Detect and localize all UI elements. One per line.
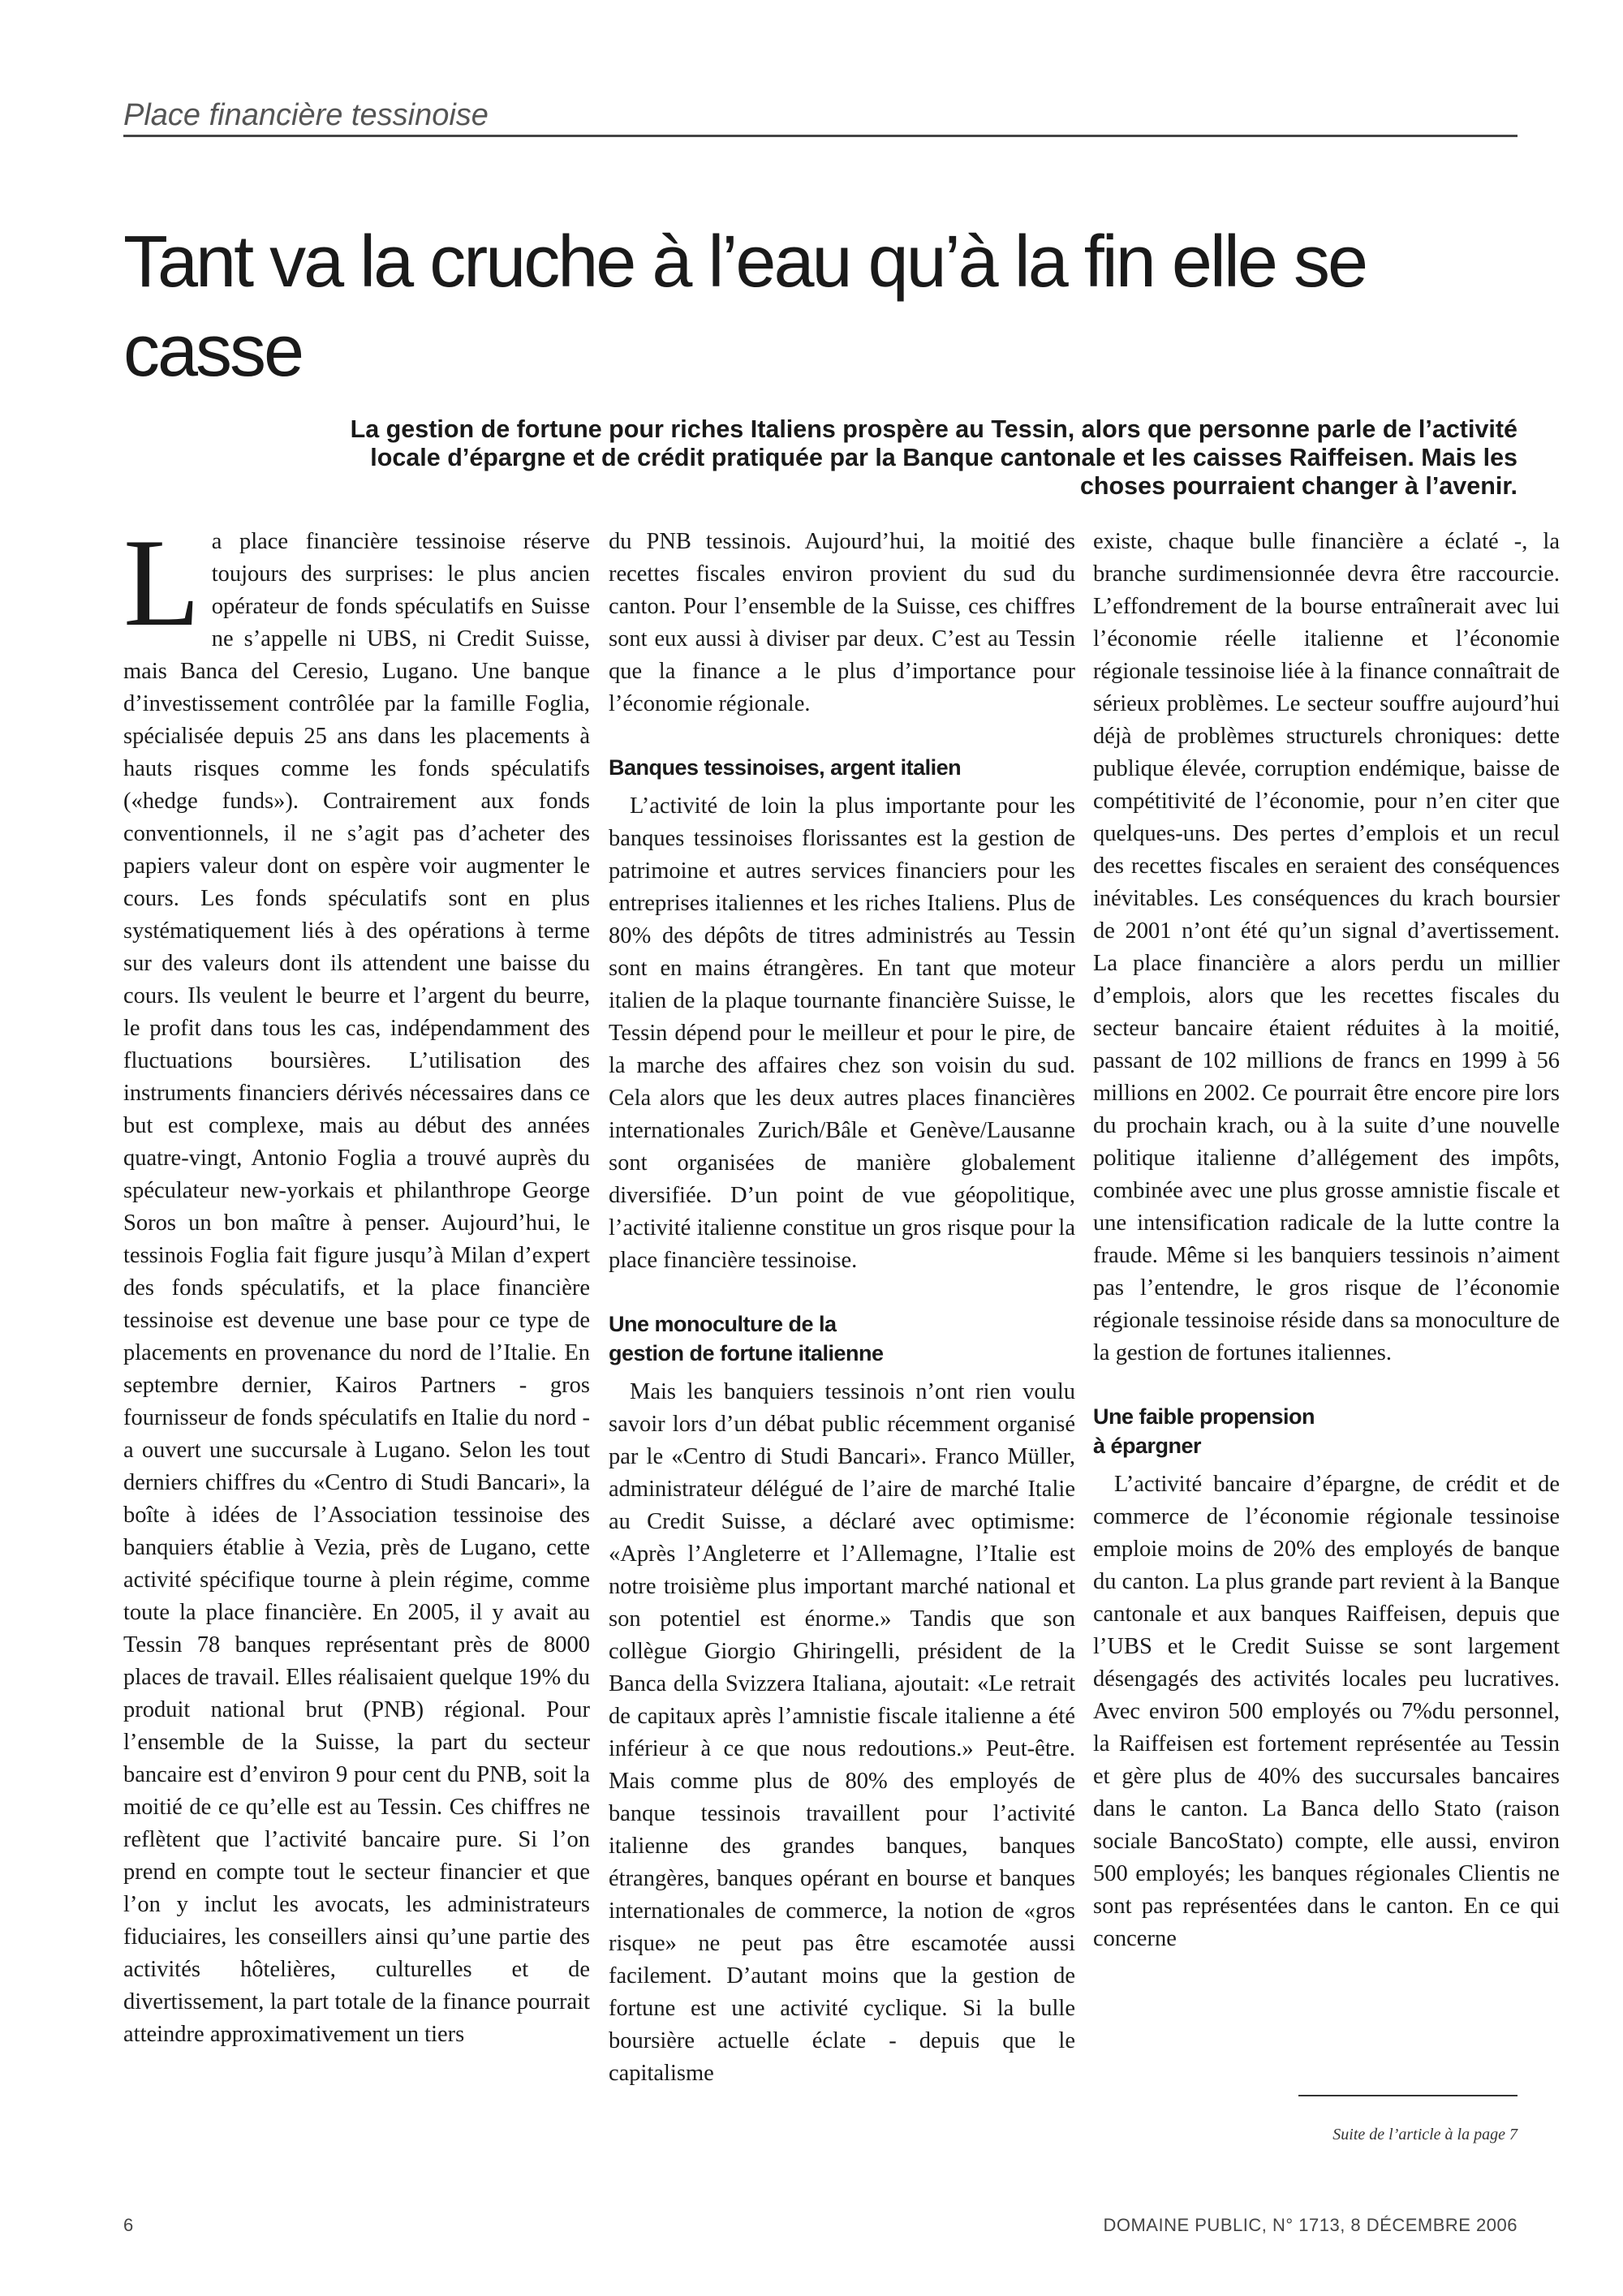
column-3-paragraph-2: L’activité bancaire d’épargne, de crédit et de commerce de l’économie régionale tessinoise emploie moins de 20% des employés de banque du canton. La plus grande part revient à la Banque cantonale et aux banques Raiffeisen, depuis que l’UBS et le Credit Suisse se sont largement désengagés des activités locales peu lucratives. Avec environ 500 employés ou 7%du personnel, la Raiffeisen est fortement représentée au Tessin et gère plus de 40% des succursales bancaires dans le canton. La Banca dello Stato (raison sociale BancoStato) compte, elle aussi, environ 500 employés; les banques régionales Clientis ne sont pas représentées dans le canton. En ce qui concerne <box>1093 1472 1560 1951</box>
page-number: 6 <box>123 2215 134 2235</box>
subheading-monoculture-line-2: gestion de fortune italienne <box>609 1341 884 1365</box>
column-2-paragraph-3: Mais les banquiers tessinois n’ont rien voulu savoir lors d’un débat public récemment organisé par le «Centro di Studi Bancari». Franco Müller, administrateur délégué de l’aire de marché Italie au Credit Suisse, a déclaré avec optimisme: «Après l’Angleterre et l’Allemagne, l’Italie est notre troisième plus important marché national et son potentiel est énorme.» Tandis que son collègue Giorgio Ghiringelli, président de la Banca della Svizzera Italiana, ajoutait: «Le retrait de capitaux après l’amnistie fiscale italienne a été inférieur à ce que nous redoutions.» Peut-être. Mais comme plus de 80% des employés de banque tessinois travaillent pour l’activité italienne des grandes banques, banques étrangères, banques opérant en bourse et banques internationales de commerce, la notion de «gros risque» ne peut pas être escamotée aussi facilement. D’autant moins que la gestion de fortune est une activité cyclique. Si la bulle boursière actuelle éclate - depuis que le capitalisme <box>609 1379 1075 2086</box>
column-2 <box>609 526 1075 2090</box>
continuation-rule <box>1298 2095 1518 2096</box>
publication-footer: DOMAINE PUBLIC, N° 1713, 8 DÉCEMBRE 2006 <box>1103 2215 1518 2235</box>
subheading-faible-propension-line-2: à épargner <box>1093 1434 1202 1458</box>
column-1 <box>123 513 590 2051</box>
section-rubric: Place financière tessinoise <box>123 97 1518 137</box>
subheading-monoculture-line-1: Une monoculture de la <box>609 1312 837 1336</box>
subheading-faible-propension-line-1: Une faible propension <box>1093 1404 1315 1429</box>
column-1-text: a place financière tessinoise réserve toujours des surprises: le plus ancien opérateur de fonds spéculatifs en Suisse ne s’appelle ni UBS, ni Credit Suisse, mais Banca del Ceresio, Lugano. Une banque d’investissement contrôlée par la famille Foglia, spécialisée depuis 25 ans dans les placements à hauts risques comme les fonds spéculatifs («hedge funds»). Contrairement aux fonds conventionnels, il ne s’agit pas d’acheter des papiers valeur dont on espère voir augmenter le cours. Les fonds spéculatifs sont en plus systématiquement liés à des opérations à terme sur des valeurs dont ils attendent une baisse du cours. Ils veulent le beurre et l’argent du beurre, le profit dans tous les cas, indépendamment des fluctuations boursières. L’utilisation des instruments financiers dérivés nécessaires dans ce but est complexe, mais au début des années quatre-vingt, Antonio Foglia a trouvé auprès du spéculateur new-yorkais et philanthrope George Soros un bon maître à penser. Aujourd’hui, le tessinois Foglia fait figure jusqu’à Milan d’expert des fonds spéculatifs, et la place financière tessinoise est devenue une base pour ce type de placements en provenance du nord de l’Italie. En septembre dernier, Kairos Partners - gros fournisseur de fonds spéculatifs en Italie du nord - a ouvert une succursale à Lugano. Selon les tout derniers chiffres du «Centro di Studi Bancari», la boîte à idées de l’Association tessinoise des banquiers établie à Vezia, près de Lugano, cette activité spécifique tourne à plein régime, comme toute la place financière. En 2005, il y avait au Tessin 78 banques représentant près de 8000 places de travail. Elles réalisaient quelque 19% du produit national brut (PNB) régional. Pour l’ensemble de la Suisse, la part du secteur bancaire est d’environ 9 pour cent du PNB, soit la moitié de ce qu’elle est au Tessin. Ces chiffres ne reflètent que l’activité bancaire pure. Si l’on prend en compte tout le secteur financier et que l’on y inclut les avocats, les administrateurs fiduciaires, les conseillers ainsi qu’une partie des activités hôtelières, culturelles et de divertissement, la part totale de la finance pourrait atteindre approximativement un tiers <box>123 529 590 2047</box>
article-title: Tant va la cruche à l’eau qu’à la fin elle se casse <box>123 221 1367 392</box>
article-lead: La gestion de fortune pour riches Italiens prospère au Tessin, alors que personne parle de l’activité locale d’épargne et de crédit pratiquée par la Banque cantonale et les caisses Raiffeisen. Mais les choses pourraient changer à l’avenir. <box>350 415 1518 500</box>
drop-cap: L <box>123 513 200 652</box>
continuation-note: Suite de l’article à la page 7 <box>1332 2126 1518 2143</box>
column-3 <box>1093 526 1560 1955</box>
column-3-paragraph-1: existe, chaque bulle financière a éclaté -, la branche surdimensionnée devra être raccourcie. L’effondrement de la bourse entraînerait avec lui l’économie réelle italienne et l’économie régionale tessinoise liée à la finance connaîtrait de sérieux problèmes. Le secteur souffre aujourd’hui déjà de problèmes structurels chroniques: dette publique élevée, corruption endémique, baisse de compétitivité de l’économie, pour n’en citer que quelques-uns. Des pertes d’emplois et un recul des recettes fiscales en seraient des conséquences inévitables. Les conséquences du krach boursier de 2001 n’ont été qu’un signal d’avertissement. La place financière a alors perdu un millier d’emplois, alors que les recettes fiscales du secteur bancaire étaient réduites à la moitié, passant de 102 millions de francs en 1999 à 56 millions en 2002. Ce pourrait être encore pire lors du prochain krach, ou à la suite d’une nouvelle politique italienne d’allégement des impôts, combinée avec une plus grosse amnistie fiscale et une intensification radicale de la lutte contre la fraude. Même si les banquiers tessinois n’aiment pas l’entendre, le gros risque de l’économie régionale tessinoise réside dans sa monoculture de la gestion de fortunes italiennes. <box>1093 529 1560 1365</box>
subheading-banques-tessinoises: Banques tessinoises, argent italien <box>609 755 962 780</box>
column-2-paragraph-2: L’activité de loin la plus importante pour les banques tessinoises florissantes est la gestion de patrimoine et autres services financiers pour les entreprises italiennes et les riches Italiens. Plus de 80% des dépôts de titres administrés au Tessin sont en mains étrangères. En tant que moteur italien de la plaque tournante financière Suisse, le Tessin dépend pour le meilleur et pour le pire, de la marche des affaires chez son voisin du sud. Cela alors que les deux autres places financières internationales Zurich/Bâle et Genève/Lausanne sont organisées de manière globalement diversifiée. D’un point de vue géopolitique, l’activité italienne constitue un gros risque pour la place financière tessinoise. <box>609 793 1075 1273</box>
column-1-paragraph <box>123 513 590 2051</box>
column-2-paragraph-1: du PNB tessinois. Aujourd’hui, la moitié des recettes fiscales environ provient du sud du canton. Pour l’ensemble de la Suisse, ces chiffres sont eux aussi à diviser par deux. C’est au Tessin que la finance a le plus d’importance pour l’économie régionale. <box>609 529 1075 716</box>
